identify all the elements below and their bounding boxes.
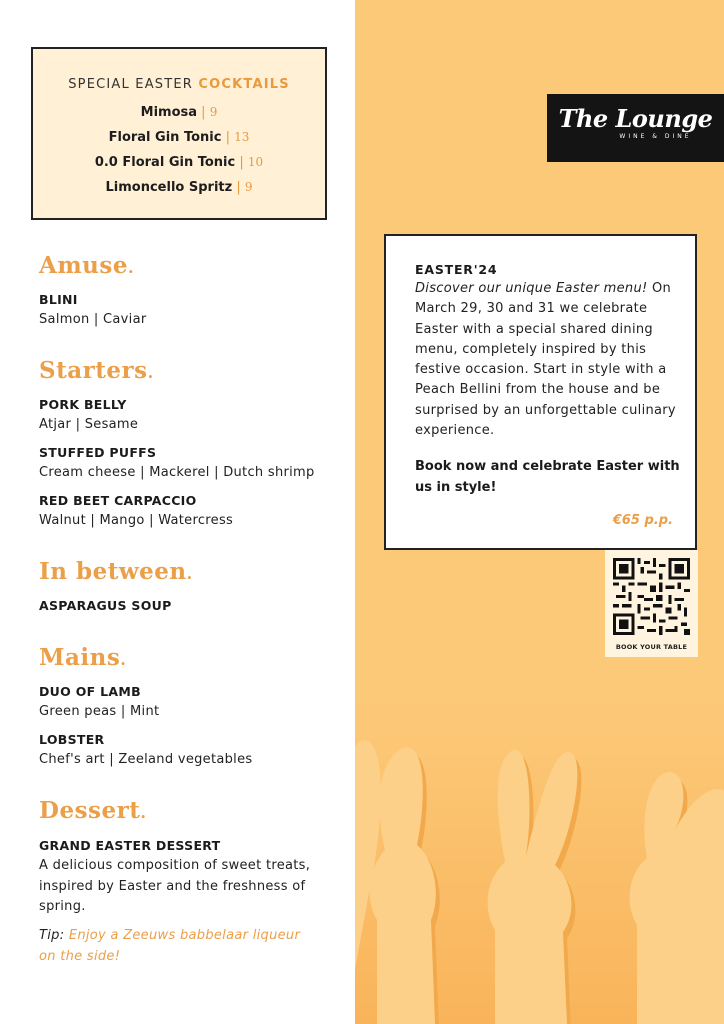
cocktail-name: Mimosa	[140, 105, 198, 120]
separator: |	[232, 180, 245, 195]
cocktail-price: 9	[209, 105, 218, 119]
qr-label: BOOK YOUR TABLE	[615, 643, 688, 651]
logo-brand: The Lounge	[558, 104, 713, 133]
tip-note	[39, 926, 319, 967]
cocktail-item	[33, 175, 325, 200]
cocktails-heading-prefix: SPECIAL EASTER	[68, 77, 199, 92]
section-title-in-between: In between.	[39, 558, 193, 585]
cocktail-item	[33, 150, 325, 175]
booking-qr-card[interactable]	[605, 550, 698, 657]
menu-item-desc: Chef's art | Zeeland vegetables	[39, 752, 253, 767]
qr-code-icon[interactable]	[613, 558, 690, 635]
menu-item-name: RED BEET CARPACCIO	[39, 493, 197, 508]
section-title-amuse: Amuse.	[39, 252, 135, 279]
menu-item-desc: Salmon | Caviar	[39, 312, 147, 327]
menu-item-desc: Atjar | Sesame	[39, 417, 139, 432]
cocktail-price: 9	[244, 180, 253, 194]
cocktail-price: 13	[234, 130, 250, 144]
menu-item-name: STUFFED PUFFS	[39, 445, 157, 460]
menu-item-name: PORK BELLY	[39, 397, 127, 412]
menu-item-name: DUO OF LAMB	[39, 684, 141, 699]
cocktails-heading	[33, 77, 325, 92]
dessert-description: A delicious composition of sweet treats, inspired by Easter and the freshness of spring.	[39, 858, 311, 914]
cocktail-name: 0.0 Floral Gin Tonic	[94, 155, 236, 170]
info-body-text: On March 29, 30 and 31 we celebrate Easter with a special shared dining menu, completely inspired by this festive occasion. Start in style with a Peach Bellini from the house and be surprised by an unforgettable culinary experience.	[415, 281, 676, 439]
cocktail-name: Limoncello Spritz	[105, 180, 233, 195]
cocktail-item	[33, 100, 325, 125]
section-title-dessert: Dessert.	[39, 797, 147, 824]
cocktail-price: 10	[247, 155, 264, 169]
separator: |	[235, 155, 248, 170]
cocktails-heading-accent: COCKTAILS	[198, 77, 290, 92]
menu-item-name: BLINI	[39, 292, 78, 307]
the-lounge-logo	[547, 94, 724, 162]
tip-text: Enjoy a Zeeuws babbelaar liqueur on the side!	[39, 928, 301, 964]
separator: |	[221, 130, 235, 145]
menu-item-name: LOBSTER	[39, 732, 105, 747]
easter-info-box	[384, 234, 697, 550]
section-title-mains: Mains.	[39, 644, 127, 671]
menu-item-name: GRAND EASTER DESSERT	[39, 838, 221, 853]
tip-label: Tip:	[39, 928, 69, 943]
info-title: EASTER'24	[415, 262, 498, 277]
separator: |	[197, 105, 210, 120]
bunny-silhouettes	[355, 700, 724, 1024]
menu-item-desc: Green peas | Mint	[39, 704, 160, 719]
info-body	[415, 279, 677, 441]
menu-item-desc: Walnut | Mango | Watercress	[39, 513, 234, 528]
info-price: €65 p.p.	[612, 513, 673, 528]
menu-item-desc: Cream cheese | Mackerel | Dutch shrimp	[39, 465, 315, 480]
cocktail-item	[33, 125, 325, 150]
section-title-starters: Starters.	[39, 357, 154, 384]
info-cta: Book now and celebrate Easter with us in style!	[415, 459, 680, 495]
menu-item-name: ASPARAGUS SOUP	[39, 598, 172, 613]
logo-tagline: WINE & DINE	[619, 133, 692, 140]
cocktail-name: Floral Gin Tonic	[108, 130, 222, 145]
info-lead: Discover our unique Easter menu!	[415, 281, 648, 296]
cocktails-box	[31, 47, 327, 220]
